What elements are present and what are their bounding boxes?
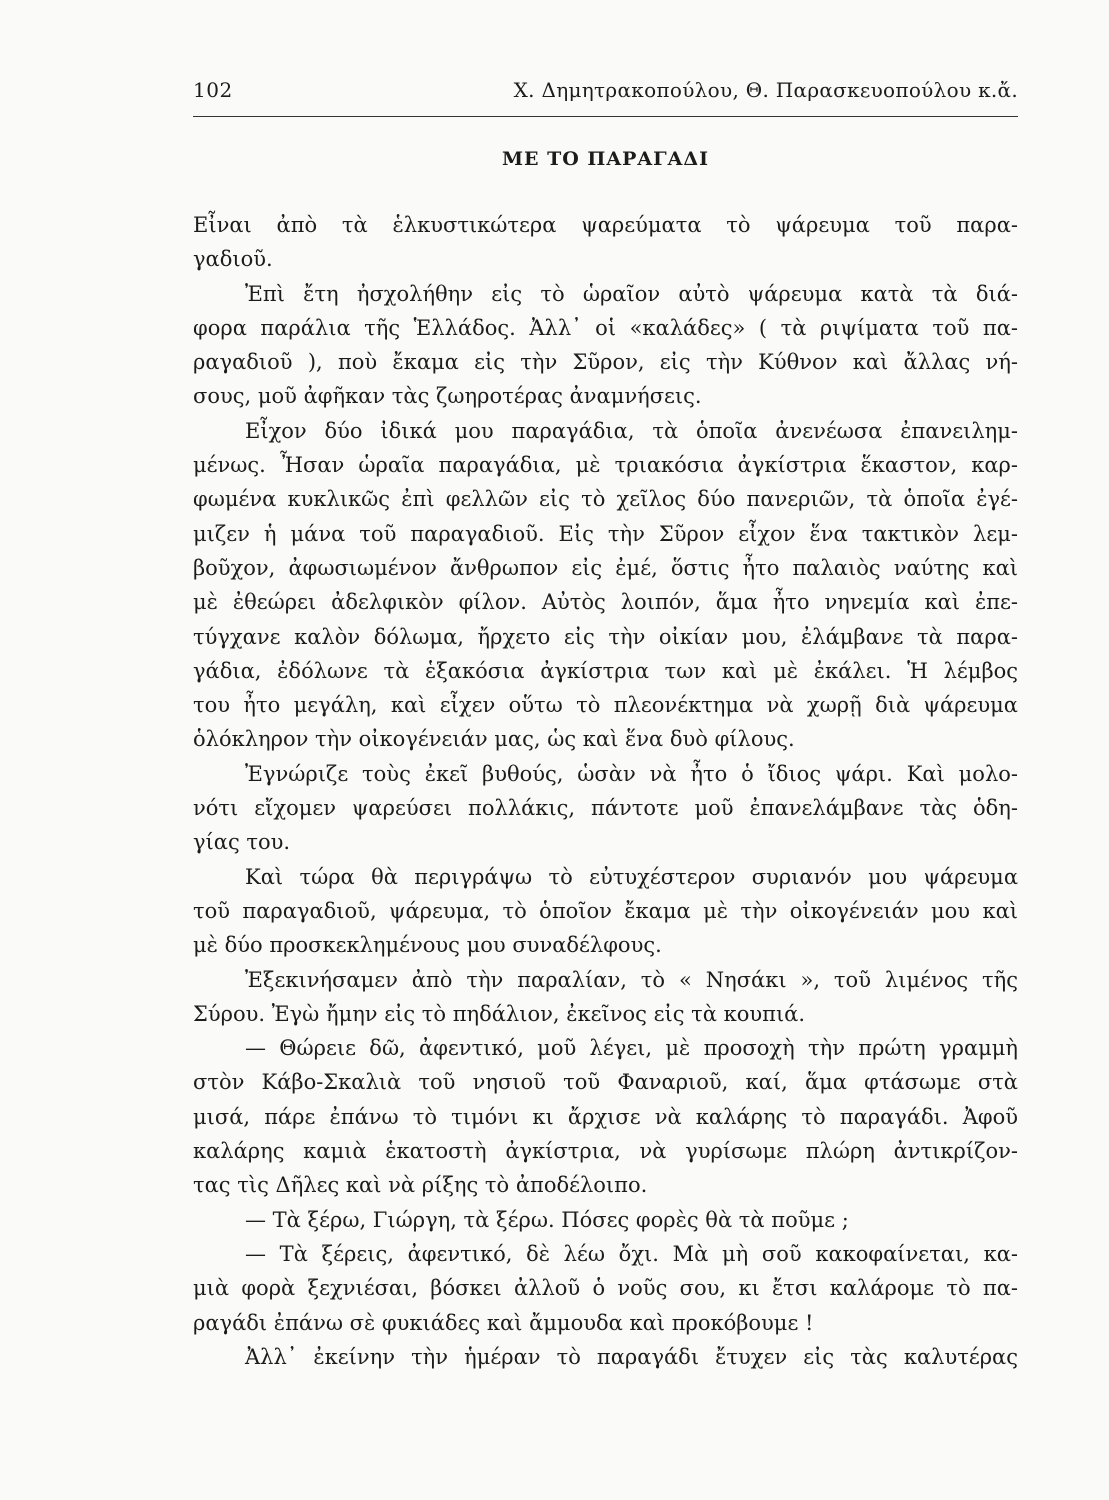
page-number: 102 (193, 78, 233, 102)
text-line: γίας του. (193, 830, 291, 855)
body-text (193, 208, 1018, 1374)
text-line: Ἐξεκινήσαμεν ἀπὸ τὴν παραλίαν, τὸ « Νησάκι », τοῦ λιμένος τῆς (245, 967, 1018, 992)
text-line: Εἶχον δύο ἰδικά μου παραγάδια, τὰ ὁποῖα ἀνενέωσα ἐπανειλημ- (245, 418, 1018, 443)
chapter-title: ΜΕ ΤΟ ΠΑΡΑΓΑΔΙ (501, 148, 709, 170)
text-line: καλάρης καμιὰ ἑκατοστὴ ἀγκίστρια, νὰ γυρίσωμε πλώρη ἀντικρίζον- (193, 1139, 1018, 1164)
text-line: — Τὰ ξέρεις, ἀφεντικό, δὲ λέω ὄχι. Μὰ μὴ σοῦ κακοφαίνεται, κα- (245, 1241, 1018, 1266)
text-line: μὲ δύο προσκεκλημένους μου συναδέλφους. (193, 933, 662, 958)
text-line: μιὰ φορὰ ξεχνιέσαι, βόσκει ἀλλοῦ ὁ νοῦς σου, κι ἔτσι καλάρομε τὸ πα- (193, 1276, 1018, 1301)
text-line: ὁλόκληρον τὴν οἰκογένειάν μας, ὡς καὶ ἕνα δυὸ φίλους. (193, 727, 795, 752)
text-line: Ἐγνώριζε τοὺς ἐκεῖ βυθούς, ὡσὰν νὰ ἦτο ὁ ἴδιος ψάρι. Καὶ μολο- (245, 761, 1018, 786)
text-line: Ἐπὶ ἔτη ἠσχολήθην εἰς τὸ ὡραῖον αὐτὸ ψάρευμα κατὰ τὰ διά- (245, 281, 1018, 306)
running-head: Χ. Δημητρακοπούλου, Θ. Παρασκευοπούλου κ.ἄ. (513, 78, 1018, 102)
text-line: Εἶναι ἀπὸ τὰ ἑλκυστικώτερα ψαρεύματα τὸ ψάρευμα τοῦ παρα- (193, 213, 1018, 237)
text-line: — Τὰ ξέρω, Γιώργη, τὰ ξέρω. Πόσες φορὲς θὰ τὰ ποῦμε ; (245, 1207, 849, 1232)
text-line: μισά, πάρε ἐπάνω τὸ τιμόνι κι ἄρχισε νὰ καλάρης τὸ παραγάδι. Ἀφοῦ (193, 1104, 1018, 1129)
text-line: τας τὶς Δῆλες καὶ νὰ ρίξης τὸ ἀποδέλοιπο. (193, 1173, 648, 1198)
text-line: Καὶ τώρα θὰ περιγράψω τὸ εὐτυχέστερον συριανόν μου ψάρευμα (245, 864, 1018, 889)
text-line: μιζεν ἡ μάνα τοῦ παραγαδιοῦ. Εἰς τὴν Σῦρον εἶχον ἕνα τακτικὸν λεμ- (193, 521, 1018, 546)
text-line: γάδια, ἐδόλωνε τὰ ἑξακόσια ἀγκίστρια των καὶ μὲ ἐκάλει. Ἡ λέμβος (193, 658, 1018, 683)
text-line: Ἀλλ᾽ ἐκείνην τὴν ἡμέραν τὸ παραγάδι ἔτυχεν εἰς τὰς καλυτέρας (245, 1344, 1018, 1369)
text-line: νότι εἴχομεν ψαρεύσει πολλάκις, πάντοτε μοῦ ἐπανελάμβανε τὰς ὁδη- (193, 796, 1018, 821)
page-header (193, 76, 1018, 117)
text-line: τοῦ παραγαδιοῦ, ψάρευμα, τὸ ὁποῖον ἔκαμα μὲ τὴν οἰκογένειάν μου καὶ (193, 898, 1018, 923)
text-line: γαδιοῦ. (193, 247, 273, 272)
text-line: τύγχανε καλὸν δόλωμα, ἤρχετο εἰς τὴν οἰκίαν μου, ἐλάμβανε τὰ παρα- (193, 624, 1018, 649)
text-line: φωμένα κυκλικῶς ἐπὶ φελλῶν εἰς τὸ χεῖλος δύο πανεριῶν, τὰ ὁποῖα ἐγέ- (193, 487, 1018, 512)
text-line: μένως. Ἦσαν ὡραῖα παραγάδια, μὲ τριακόσια ἀγκίστρια ἕκαστον, καρ- (193, 453, 1018, 478)
text-line: — Θώρειε δῶ, ἀφεντικό, μοῦ λέγει, μὲ προσοχὴ τὴν πρώτη γραμμὴ (245, 1036, 1018, 1061)
text-line: σους, μοῦ ἀφῆκαν τὰς ζωηροτέρας ἀναμνήσεις. (193, 384, 702, 409)
text-line: Σύρου. Ἐγὼ ἤμην εἰς τὸ πηδάλιον, ἐκεῖνος εἰς τὰ κουπιά. (193, 1001, 806, 1026)
text-line: στὸν Κάβο-Σκαλιὰ τοῦ νησιοῦ τοῦ Φαναριοῦ, καί, ἅμα φτάσωμε στὰ (193, 1070, 1018, 1095)
text-line: βοῦχον, ἀφωσιωμένον ἄνθρωπον εἰς ἐμέ, ὅστις ἦτο παλαιὸς ναύτης καὶ (193, 555, 1018, 580)
text-line: μὲ ἐθεώρει ἀδελφικὸν φίλον. Αὐτὸς λοιπόν, ἅμα ἦτο νηνεμία καὶ ἐπε- (193, 590, 1018, 615)
text-line: ραγαδιοῦ ), ποὺ ἔκαμα εἰς τὴν Σῦρον, εἰς τὴν Κύθνον καὶ ἄλλας νή- (193, 350, 1018, 375)
text-line: του ἦτο μεγάλη, καὶ εἶχεν οὕτω τὸ πλεονέκτημα νὰ χωρῇ διὰ ψάρευμα (193, 693, 1018, 718)
text-line: ραγάδι ἐπάνω σὲ φυκιάδες καὶ ἄμμουδα καὶ προκόβουμε ! (193, 1310, 814, 1335)
text-line: φορα παράλια τῆς Ἑλλάδος. Ἀλλ᾽ οἱ «καλάδες» ( τὰ ριψίματα τοῦ πα- (193, 315, 1018, 340)
